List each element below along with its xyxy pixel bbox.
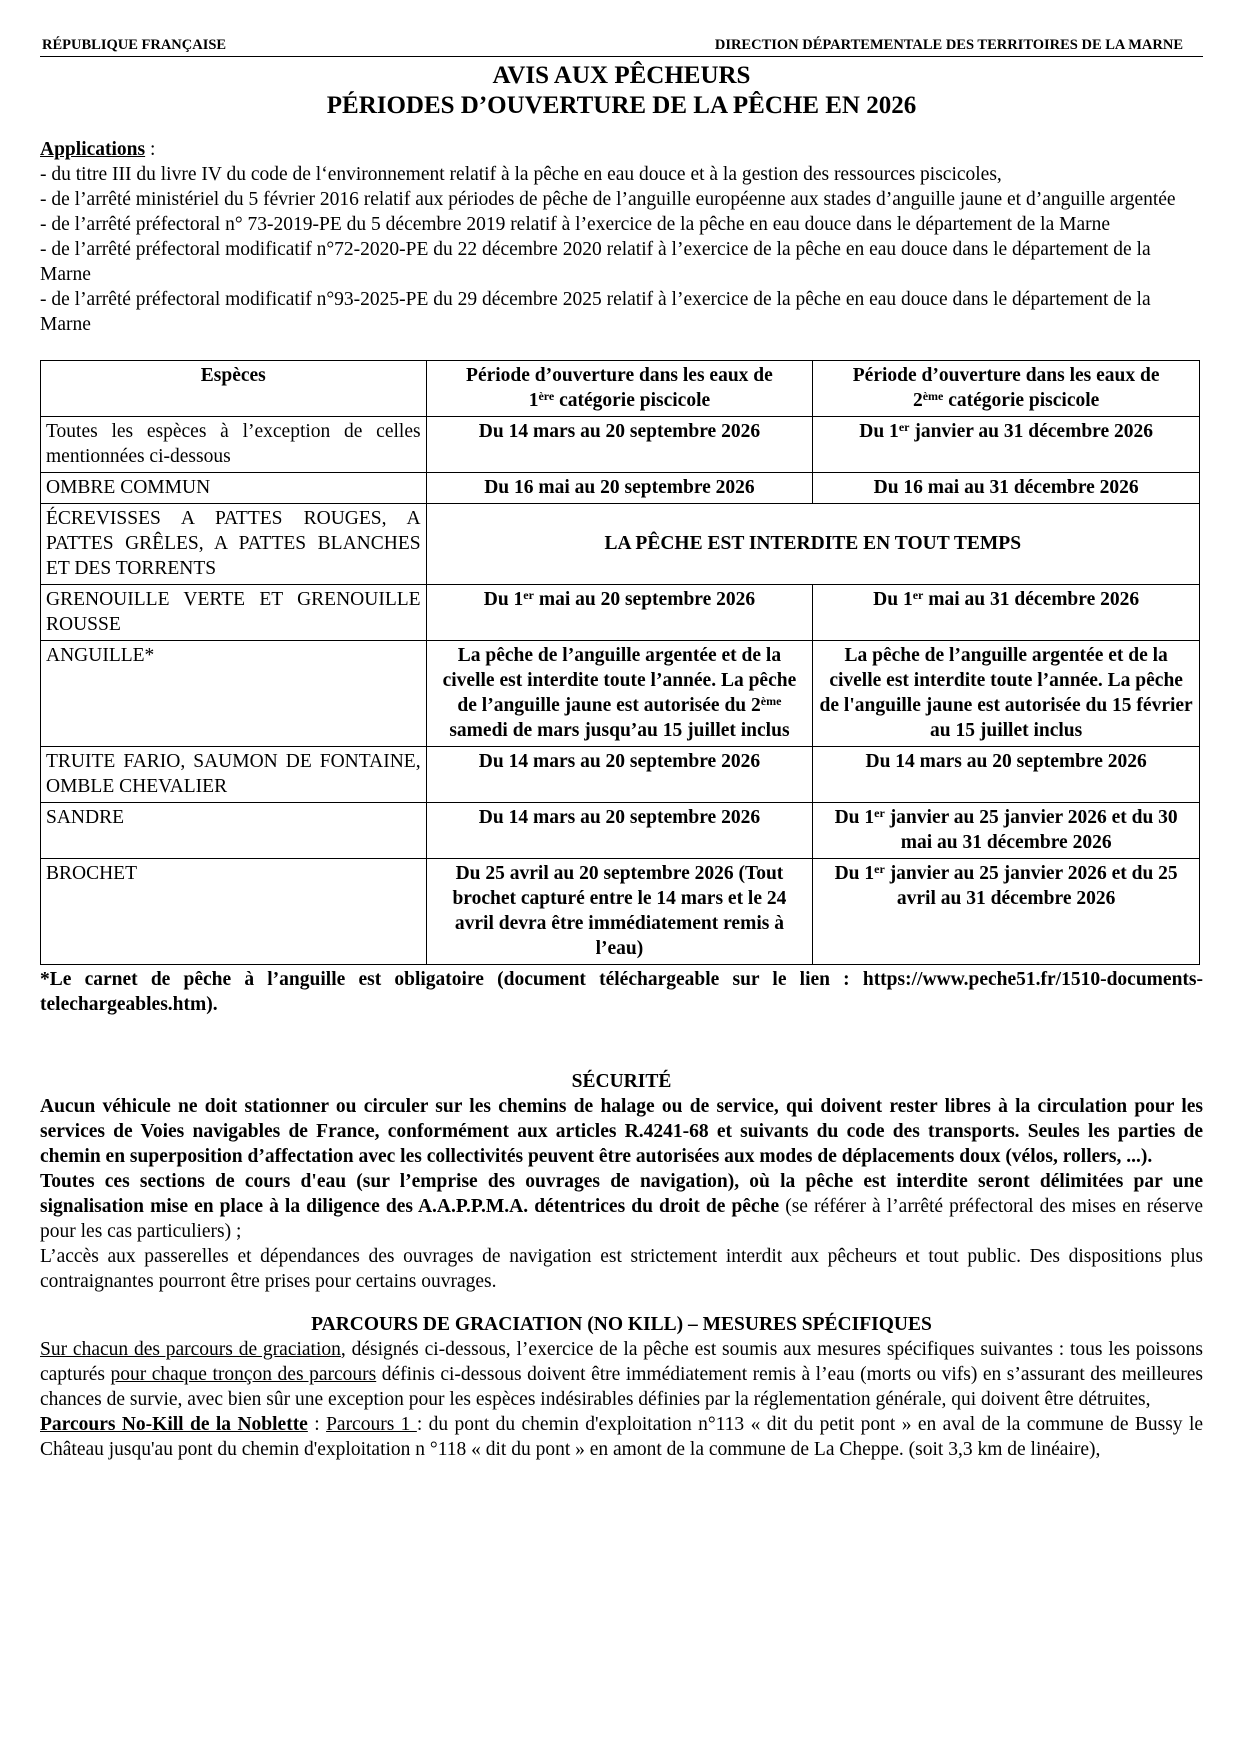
table-row <box>41 585 1200 641</box>
title-block <box>40 61 1203 121</box>
applications-colon: : <box>145 139 156 160</box>
period-cat2-cell: Du 14 mars au 20 septembre 2026 <box>813 747 1200 803</box>
table-row <box>41 504 1200 585</box>
header-line <box>40 36 1203 57</box>
header-right: DIRECTION DÉPARTEMENTALE DES TERRITOIRES DE LA MARNE <box>714 37 1183 53</box>
table-row <box>41 747 1200 803</box>
period-cat1-cell: La pêche de l’anguille argentée et de la civelle est interdite toute l’année. La pêche de l’anguille jaune est autorisée du 2ème samedi de mars jusqu’au 15 juillet inclus <box>426 641 813 747</box>
period-merged-cell: LA PÊCHE EST INTERDITE EN TOUT TEMPS <box>426 504 1199 585</box>
table-row <box>41 641 1200 747</box>
col-header-cat1: Période d’ouverture dans les eaux de 1ère catégorie piscicole <box>426 361 813 417</box>
applications-item: - de l’arrêté préfectoral n° 73-2019-PE du 5 décembre 2019 relatif à l’exercice de la pêche en eau douce dans le département de la Marne <box>40 214 1111 235</box>
period-cat1-cell: Du 1er mai au 20 septembre 2026 <box>426 585 813 641</box>
table-row <box>41 473 1200 504</box>
applications-item: - de l’arrêté ministériel du 5 février 2016 relatif aux périodes de pêche de l’anguille européenne aux stades d’anguille jaune et d’anguille argentée <box>40 189 1176 210</box>
securite-paragraph-2: Toutes ces sections de cours d'eau (sur l’emprise des ouvrages de navigation), où la pêche est interdite seront délimitées par une signalisation mise en place à la diligence des A.A.P.P.M.A. détentrices du droit de pêche (se référer à l’arrêté préfectoral des mises en réserve pour les cas particuliers) ; <box>40 1171 1203 1242</box>
header-left: RÉPUBLIQUE FRANÇAISE <box>42 37 227 53</box>
table-header-row <box>41 361 1200 417</box>
period-cat2-cell: Du 16 mai au 31 décembre 2026 <box>813 473 1200 504</box>
species-cell: OMBRE COMMUN <box>41 473 427 504</box>
period-cat1-cell: Du 16 mai au 20 septembre 2026 <box>426 473 813 504</box>
securite-paragraph-1: Aucun véhicule ne doit stationner ou circuler sur les chemins de halage ou de service, qui doivent rester libres à la circulation pour les services de Voies navigables de France, conformément aux articles R.4241-68 et suivants du code des transports. Seules les parties de chemin en superposition d’affectation avec les collectivités peuvent être autorisées aux modes de déplacements doux (vélos, rollers, ...). <box>40 1096 1203 1167</box>
applications-heading-line <box>40 137 1203 162</box>
period-cat1-cell: Du 14 mars au 20 septembre 2026 <box>426 417 813 473</box>
securite-title: SÉCURITÉ <box>571 1071 672 1092</box>
securite-paragraph-3: L’accès aux passerelles et dépendances des ouvrages de navigation est strictement interdit aux pêcheurs et tout public. Des dispositions plus contraignantes pourront être prises pour certains ouvrages. <box>40 1246 1203 1292</box>
graciation-paragraph-1: Sur chacun des parcours de graciation, désignés ci-dessous, l’exercice de la pêche est soumis aux mesures spécifiques suivantes : tous les poissons capturés pour chaque tronçon des parcours définis ci-dessous doivent être immédiatement remis à l’eau (morts ou vifs) en s’assurant des meilleures chances de survie, avec bien sûr une exception pour les espèces indésirables définies par la réglementation générale, qui doivent être détruites, <box>40 1339 1203 1410</box>
eel-footnote: *Le carnet de pêche à l’anguille est obligatoire (document téléchargeable sur le lien : https://www.peche51.fr/1510-documents-telechargeables.htm). <box>40 969 1203 1015</box>
applications-item: - du titre III du livre IV du code de l‘environnement relatif à la pêche en eau douce et à la gestion des ressources piscicoles, <box>40 164 1002 185</box>
document-page <box>40 36 1203 1462</box>
species-cell: ANGUILLE* <box>41 641 427 747</box>
col-header-species: Espèces <box>41 361 427 417</box>
period-cat2-cell: La pêche de l’anguille argentée et de la civelle est interdite toute l’année. La pêche de l'anguille jaune est autorisée du 15 février au 15 juillet inclus <box>813 641 1200 747</box>
period-cat2-cell: Du 1er janvier au 31 décembre 2026 <box>813 417 1200 473</box>
species-cell: GRENOUILLE VERTE ET GRENOUILLE ROUSSE <box>41 585 427 641</box>
col-header-cat2: Période d’ouverture dans les eaux de 2ème catégorie piscicole <box>813 361 1200 417</box>
title-line-2: PÉRIODES D’OUVERTURE DE LA PÊCHE EN 2026 <box>326 92 917 119</box>
species-cell: SANDRE <box>41 803 427 859</box>
period-cat1-cell: Du 14 mars au 20 septembre 2026 <box>426 803 813 859</box>
period-cat2-cell: Du 1er janvier au 25 janvier 2026 et du 30 mai au 31 décembre 2026 <box>813 803 1200 859</box>
fishing-periods-table <box>40 360 1200 965</box>
table-row <box>41 417 1200 473</box>
species-cell: BROCHET <box>41 859 427 965</box>
species-cell: Toutes les espèces à l’exception de celles mentionnées ci-dessous <box>41 417 427 473</box>
applications-heading: Applications <box>40 139 146 160</box>
period-cat2-cell: Du 1er mai au 31 décembre 2026 <box>813 585 1200 641</box>
title-line-1: AVIS AUX PÊCHEURS <box>492 62 751 89</box>
table-row <box>41 803 1200 859</box>
species-cell: TRUITE FARIO, SAUMON DE FONTAINE, OMBLE CHEVALIER <box>41 747 427 803</box>
applications-item: - de l’arrêté préfectoral modificatif n°93-2025-PE du 29 décembre 2025 relatif à l’exercice de la pêche en eau douce dans le département de la Marne <box>40 289 1151 335</box>
period-cat2-cell: Du 1er janvier au 25 janvier 2026 et du 25 avril au 31 décembre 2026 <box>813 859 1200 965</box>
applications-section <box>40 137 1203 337</box>
graciation-paragraph-2: Parcours No-Kill de la Noblette : Parcours 1 : du pont du chemin d'exploitation n°113 « dit du petit pont » en aval de la commune de Bussy le Château jusqu'au pont du chemin d'exploitation n °118 « dit du pont » en amont de la commune de La Cheppe. (soit 3,3 km de linéaire), <box>40 1414 1204 1460</box>
table-row <box>41 859 1200 965</box>
species-cell: ÉCREVISSES A PATTES ROUGES, A PATTES GRÊLES, A PATTES BLANCHES ET DES TORRENTS <box>41 504 427 585</box>
applications-item: - de l’arrêté préfectoral modificatif n°72-2020-PE du 22 décembre 2020 relatif à l’exercice de la pêche en eau douce dans le département de la Marne <box>40 239 1151 285</box>
graciation-title: PARCOURS DE GRACIATION (NO KILL) – MESURES SPÉCIFIQUES <box>311 1314 932 1335</box>
period-cat1-cell: Du 25 avril au 20 septembre 2026 (Tout brochet capturé entre le 14 mars et le 24 avril devra être immédiatement remis à l’eau) <box>426 859 813 965</box>
period-cat1-cell: Du 14 mars au 20 septembre 2026 <box>426 747 813 803</box>
